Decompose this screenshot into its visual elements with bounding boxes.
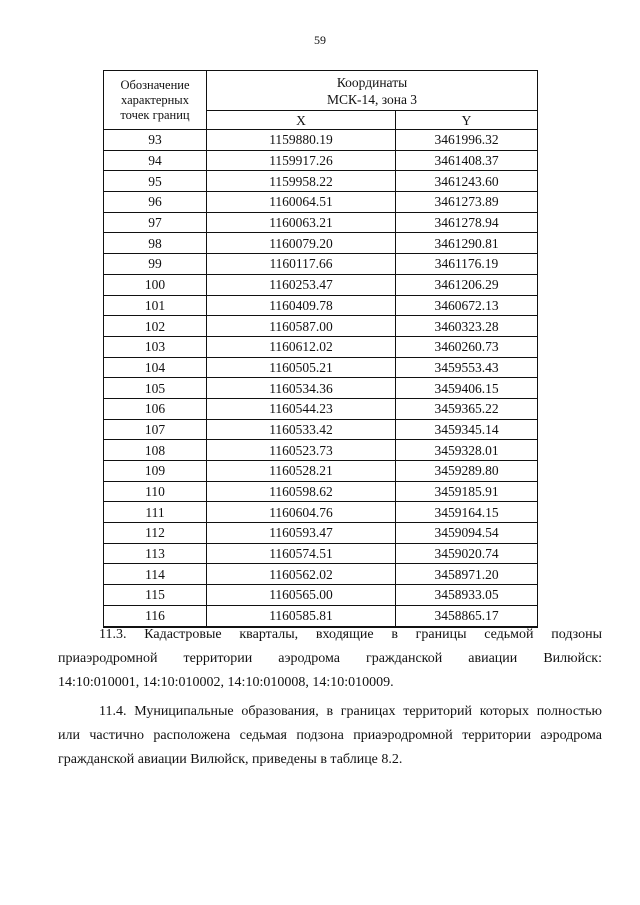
cell-x: 1160593.47 — [207, 523, 396, 544]
table-row — [104, 357, 538, 378]
cell-point: 112 — [104, 523, 207, 544]
table-row — [104, 378, 538, 399]
header-label-line: Обозначение — [120, 77, 190, 92]
cell-point: 109 — [104, 461, 207, 482]
cell-point: 99 — [104, 254, 207, 275]
paragraph-line: 14:10:010001, 14:10:010002, 14:10:010008, 14:10:010009. — [58, 675, 394, 690]
cell-x: 1160253.47 — [207, 274, 396, 295]
cell-point: 101 — [104, 295, 207, 316]
cell-y: 3459164.15 — [396, 502, 538, 523]
cell-point: 115 — [104, 585, 207, 606]
cell-x: 1160063.21 — [207, 212, 396, 233]
cell-x: 1160585.81 — [207, 605, 396, 626]
cell-point: 103 — [104, 336, 207, 357]
paragraph-line: или частично расположена седьмая подзона приаэродромной территории аэродрома — [58, 728, 602, 743]
cell-point: 102 — [104, 316, 207, 337]
table-row — [104, 274, 538, 295]
paragraph-line: 11.3. Кадастровые кварталы, входящие в границы седьмой подзоны — [99, 627, 602, 642]
cell-x: 1160523.73 — [207, 440, 396, 461]
cell-y: 3461996.32 — [396, 130, 538, 151]
table-row — [104, 171, 538, 192]
cell-y: 3460260.73 — [396, 336, 538, 357]
table-row — [104, 295, 538, 316]
cell-y: 3459365.22 — [396, 398, 538, 419]
cell-x: 1159917.26 — [207, 150, 396, 171]
cell-point: 111 — [104, 502, 207, 523]
cell-point: 116 — [104, 605, 207, 626]
page-number: 59 — [314, 33, 326, 47]
header-label-line: точек границ — [120, 107, 190, 122]
header-label-line: характерных — [121, 92, 189, 107]
header-coords-line: Координаты — [336, 75, 408, 90]
table-row — [104, 440, 538, 461]
cell-x: 1160612.02 — [207, 336, 396, 357]
cell-x: 1160565.00 — [207, 585, 396, 606]
cell-x: 1160544.23 — [207, 398, 396, 419]
header-coords-line: МСК-14, зона 3 — [326, 92, 418, 107]
cell-y: 3458865.17 — [396, 605, 538, 626]
cell-point: 114 — [104, 564, 207, 585]
table-row — [104, 564, 538, 585]
cell-x: 1160533.42 — [207, 419, 396, 440]
cell-y: 3459185.91 — [396, 481, 538, 502]
cell-x: 1160604.76 — [207, 502, 396, 523]
table-row — [104, 481, 538, 502]
paragraph-line: гражданской авиации Вилюйск, приведены в таблице 8.2. — [58, 752, 403, 767]
cell-y: 3459289.80 — [396, 461, 538, 482]
cell-y: 3459406.15 — [396, 378, 538, 399]
table-row — [104, 502, 538, 523]
cell-y: 3461278.94 — [396, 212, 538, 233]
coordinates-table — [103, 70, 538, 628]
paragraph-line: 11.4. Муниципальные образования, в границах территорий которых полностью — [99, 704, 602, 719]
cell-point: 96 — [104, 192, 207, 213]
header-point-designation — [104, 71, 207, 130]
cell-x: 1160409.78 — [207, 295, 396, 316]
cell-point: 98 — [104, 233, 207, 254]
cell-y: 3459328.01 — [396, 440, 538, 461]
table-row — [104, 233, 538, 254]
cell-x: 1160528.21 — [207, 461, 396, 482]
cell-y: 3461206.29 — [396, 274, 538, 295]
cell-y: 3458933.05 — [396, 585, 538, 606]
table-row — [104, 192, 538, 213]
table-row — [104, 336, 538, 357]
paragraph-11-4 — [58, 700, 602, 772]
table-row — [104, 316, 538, 337]
header-coordinates — [207, 71, 538, 111]
cell-y: 3458971.20 — [396, 564, 538, 585]
cell-point: 93 — [104, 130, 207, 151]
cell-point: 108 — [104, 440, 207, 461]
cell-x: 1159880.19 — [207, 130, 396, 151]
cell-x: 1160534.36 — [207, 378, 396, 399]
cell-x: 1160574.51 — [207, 543, 396, 564]
cell-point: 94 — [104, 150, 207, 171]
cell-x: 1160117.66 — [207, 254, 396, 275]
table-row — [104, 585, 538, 606]
cell-y: 3461273.89 — [396, 192, 538, 213]
paragraph-11-3 — [58, 623, 602, 695]
cell-x: 1160562.02 — [207, 564, 396, 585]
paragraph-line: приаэродромной территории аэродрома гражданской авиации Вилюйск: — [58, 651, 602, 666]
cell-y: 3459094.54 — [396, 523, 538, 544]
cell-point: 95 — [104, 171, 207, 192]
table-row — [104, 461, 538, 482]
cell-x: 1160079.20 — [207, 233, 396, 254]
cell-y: 3461243.60 — [396, 171, 538, 192]
table-row — [104, 150, 538, 171]
table-row — [104, 419, 538, 440]
cell-y: 3461290.81 — [396, 233, 538, 254]
cell-point: 97 — [104, 212, 207, 233]
cell-point: 105 — [104, 378, 207, 399]
cell-point: 106 — [104, 398, 207, 419]
cell-x: 1159958.22 — [207, 171, 396, 192]
cell-x: 1160587.00 — [207, 316, 396, 337]
cell-y: 3459345.14 — [396, 419, 538, 440]
table-row — [104, 254, 538, 275]
table-row — [104, 398, 538, 419]
cell-y: 3461176.19 — [396, 254, 538, 275]
table-row — [104, 523, 538, 544]
table-row — [104, 212, 538, 233]
cell-point: 100 — [104, 274, 207, 295]
cell-point: 110 — [104, 481, 207, 502]
header-x: X — [207, 111, 396, 130]
cell-y: 3459553.43 — [396, 357, 538, 378]
cell-point: 113 — [104, 543, 207, 564]
cell-point: 107 — [104, 419, 207, 440]
cell-y: 3460323.28 — [396, 316, 538, 337]
cell-y: 3459020.74 — [396, 543, 538, 564]
cell-x: 1160064.51 — [207, 192, 396, 213]
table-body — [104, 130, 538, 627]
cell-x: 1160505.21 — [207, 357, 396, 378]
table-row — [104, 130, 538, 151]
table-row — [104, 543, 538, 564]
cell-y: 3461408.37 — [396, 150, 538, 171]
cell-y: 3460672.13 — [396, 295, 538, 316]
header-y: Y — [396, 111, 538, 130]
cell-x: 1160598.62 — [207, 481, 396, 502]
cell-point: 104 — [104, 357, 207, 378]
